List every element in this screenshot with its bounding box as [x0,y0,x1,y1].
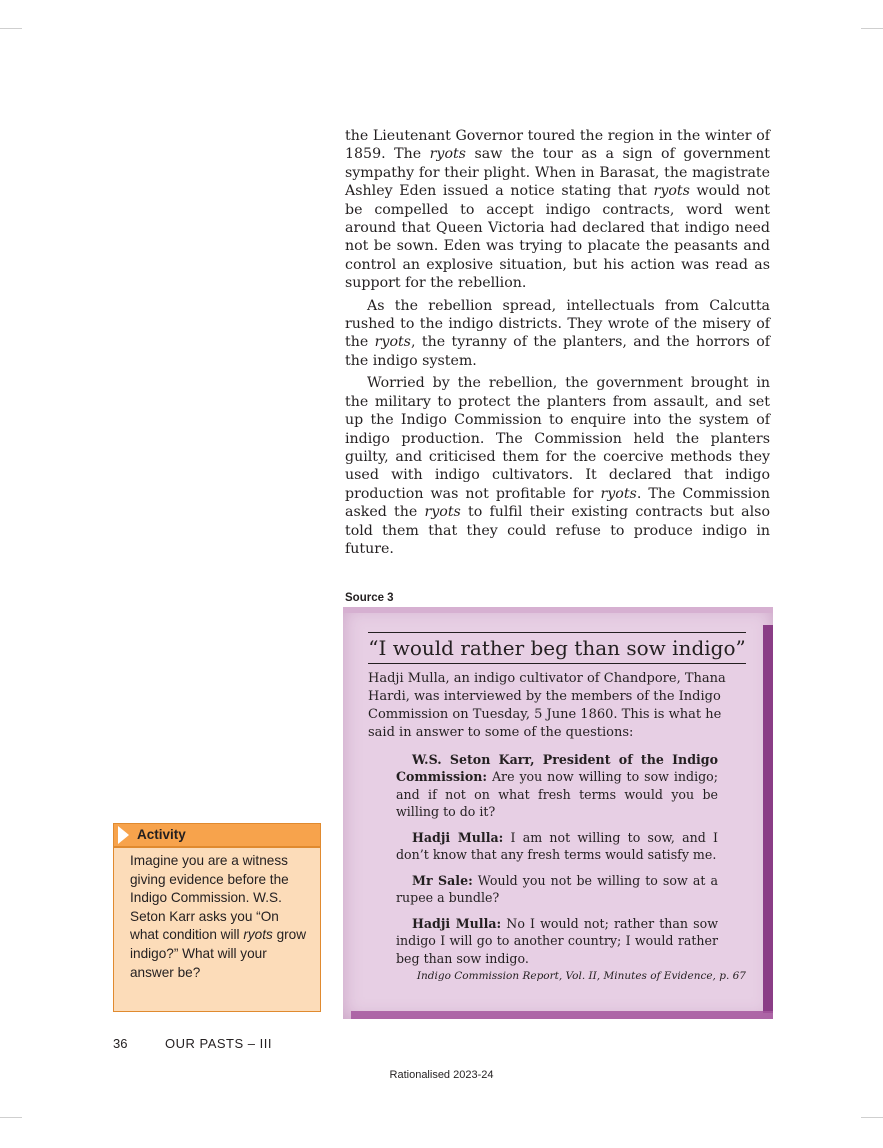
text-run: to fulfil their existing contracts but also told them that they could refuse to produce indigo in future. [345,504,770,557]
activity-text: grow indigo?” What will your answer be? [130,927,307,980]
qa-entry-1 [396,751,718,821]
activity-body [113,847,321,1012]
source-title: “I would rather beg than sow indigo” [368,632,746,664]
footer-note: Rationalised 2023-24 [389,1069,494,1081]
qa-text: No I would not; rather than sow indigo I will go to another country; I would rather beg than sow indigo. [396,916,718,966]
qa-entry-4 [396,915,718,967]
source-box-right-edge [763,625,773,1013]
qa-text: Are you now willing to sow indigo; and if not on what fresh terms would you be willing to do it? [396,769,718,820]
crop-mark-bottom-left [0,1117,22,1118]
book-title: OUR PASTS – III [165,1036,272,1051]
italic-term: ryots [374,334,411,351]
paragraph-2 [345,297,770,371]
qa-entry-2 [396,829,718,864]
text-run: . The Commission asked the [345,485,770,521]
crop-mark-top-left [0,28,22,29]
qa-text: Would you not be willing to sow at a rupee a bundle? [396,873,718,906]
qa-speaker: Hadji Mulla: [412,830,504,845]
text-run: would not be compelled to accept indigo contracts, word went around that Queen Victoria had declared that indigo need not be sown. Eden was trying to placate the peasants and control an explosive situation, but his action was read as support for the rebellion. [345,183,771,292]
source-label: Source 3 [345,592,394,604]
source-intro: Hadji Mulla, an indigo cultivator of Chandpore, Thana Hardi, was interviewed by the members of the Indigo Commission on Tuesday, 5 June 1860. This is what he said in answer to some of the questions: [368,671,726,740]
activity-header [113,823,321,847]
text-run: As the rebellion spread, intellectuals from Calcutta rushed to the indigo districts. They wrote of the misery of the [345,297,770,351]
paragraph-1 [345,127,770,293]
qa-speaker: Mr Sale: [412,873,473,888]
page-number: 36 [113,1036,128,1051]
qa-speaker: W.S. Seton Karr, President of the Indigo Commission: [396,752,718,785]
paragraph-3 [345,374,770,558]
activity-italic-term: ryots [243,927,273,943]
activity-heading: Activity [137,827,186,842]
qa-speaker: Hadji Mulla: [412,916,502,931]
source-citation: Indigo Commission Report, Vol. II, Minutes of Evidence, p. 67 [416,970,746,982]
arrow-right-icon [118,826,129,844]
main-body-text [345,127,770,562]
source-box-bottom-edge [351,1011,773,1019]
text-run: the Lieutenant Governor toured the region in the winter of 1859. The [345,128,770,163]
qa-text: I am not willing to sow, and I don’t know that any fresh terms would satisfy me. [396,830,718,863]
text-run: saw the tour as a sign of government sympathy for their plight. When in Barasat, the magistrate Ashley Eden issued a notice stating that [345,146,770,200]
crop-mark-top-right [861,28,883,29]
text-run: Worried by the rebellion, the government brought in the military to protect the planters from assault, and set up the Indigo Commission to enquire into the system of indigo production. The Commission held the planters guilty, and criticised them for the coercive methods they used with indigo cultivators. It declared that indigo production was not profitable for [345,375,770,502]
activity-text: Imagine you are a witness giving evidence before the Indigo Commission. W.S. Seton Karr asks you “On what condition will [130,853,289,943]
italic-term: ryots [429,146,466,163]
source-box-top-edge [343,607,773,613]
italic-term: ryots [424,504,461,521]
qa-entry-3 [396,872,718,907]
crop-mark-bottom-right [861,1117,883,1118]
italic-term: ryots [600,485,637,502]
italic-term: ryots [653,183,690,200]
text-run: , the tyranny of the planters, and the horrors of the indigo system. [345,334,771,369]
